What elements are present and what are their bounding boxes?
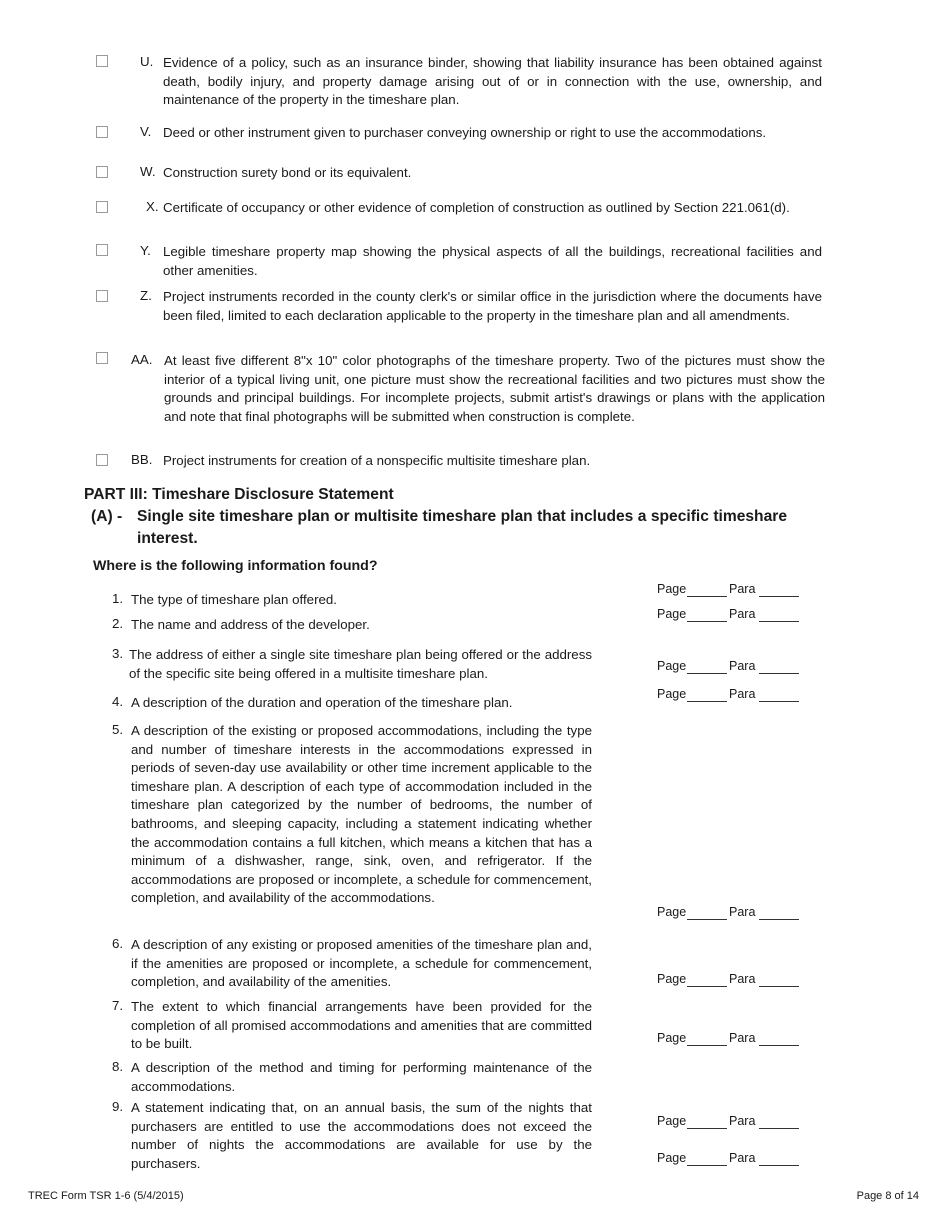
- para-blank[interactable]: [759, 919, 799, 920]
- page-label: Page: [657, 905, 687, 919]
- page-blank[interactable]: [687, 596, 727, 597]
- checklist-letter-w: W.: [140, 164, 156, 179]
- checkbox-z[interactable]: [96, 290, 108, 302]
- para-blank[interactable]: [759, 1045, 799, 1046]
- item-number-1: 1.: [112, 591, 124, 606]
- checklist-letter-x: X.: [146, 199, 159, 214]
- para-label: Para: [729, 1151, 756, 1165]
- page-label: Page: [657, 659, 687, 673]
- checklist-letter-bb: BB.: [131, 452, 153, 467]
- checkbox-u[interactable]: [96, 55, 108, 67]
- checkbox-bb[interactable]: [96, 454, 108, 466]
- checkbox-aa[interactable]: [96, 352, 108, 364]
- page-label: Page: [657, 582, 687, 596]
- part3-sub-text: Single site timeshare plan or multisite timeshare plan that includes a specific timeshare interest.: [137, 508, 787, 547]
- item-number-2: 2.: [112, 616, 124, 631]
- para-label: Para: [729, 1031, 756, 1045]
- part3-heading: PART III: Timeshare Disclosure Statement: [84, 486, 394, 503]
- para-blank[interactable]: [759, 1165, 799, 1166]
- checklist-text-aa: At least five different 8"x 10" color photographs of the timeshare property. Two of the pictures must show the interior of a typical living unit, one picture must show the recreational facilities and two pictures must show the grounds and principal buildings. For incomplete projects, submit artist's drawings or plans with the application and note that final photographs will be submitted when construction is complete.: [164, 353, 825, 424]
- item-text-2: The name and address of the developer.: [131, 617, 370, 632]
- para-blank[interactable]: [759, 701, 799, 702]
- item-number-3: 3.: [112, 646, 124, 661]
- page-label: Page: [657, 1031, 687, 1045]
- page-label: Page: [657, 687, 687, 701]
- para-label: Para: [729, 1114, 756, 1128]
- checkbox-y[interactable]: [96, 244, 108, 256]
- checklist-text-y: Legible timeshare property map showing the physical aspects of all the buildings, recreational facilities and other amenities.: [163, 244, 822, 278]
- footer-page-number: Page 8 of 14: [856, 1190, 919, 1202]
- checkbox-w[interactable]: [96, 166, 108, 178]
- para-label: Para: [729, 687, 756, 701]
- part3-sub-label: (A) -: [91, 508, 123, 525]
- checklist-letter-u: U.: [140, 54, 154, 69]
- checkbox-v[interactable]: [96, 126, 108, 138]
- checklist-text-z: Project instruments recorded in the county clerk's or similar office in the jurisdiction where the documents have been filed, limited to each declaration applicable to the property in the timeshare plan and all amendments.: [163, 289, 822, 323]
- item-text-4: A description of the duration and operation of the timeshare plan.: [131, 695, 513, 710]
- item-number-7: 7.: [112, 998, 124, 1013]
- checklist-text-w: Construction surety bond or its equivalent.: [163, 165, 412, 180]
- para-label: Para: [729, 905, 756, 919]
- checklist-letter-aa: AA.: [131, 352, 153, 367]
- checklist-letter-y: Y.: [140, 243, 151, 258]
- checkbox-x[interactable]: [96, 201, 108, 213]
- para-blank[interactable]: [759, 673, 799, 674]
- footer-form-id: TREC Form TSR 1-6 (5/4/2015): [28, 1190, 184, 1202]
- part3-subheading: [91, 506, 791, 552]
- page-blank[interactable]: [687, 673, 727, 674]
- page-blank[interactable]: [687, 1045, 727, 1046]
- para-label: Para: [729, 582, 756, 596]
- item-number-6: 6.: [112, 936, 124, 951]
- item-number-4: 4.: [112, 694, 124, 709]
- item-text-9: A statement indicating that, on an annual basis, the sum of the nights that purchasers are entitled to use the accommodations does not exceed the number of nights the accommodations are available for use by the purchasers.: [131, 1100, 592, 1171]
- page-label: Page: [657, 972, 687, 986]
- page-blank[interactable]: [687, 1128, 727, 1129]
- item-text-7: The extent to which financial arrangements have been provided for the completion of all promised accommodations and amenities that are committed to be built.: [131, 999, 592, 1052]
- page-blank[interactable]: [687, 621, 727, 622]
- para-label: Para: [729, 659, 756, 673]
- page-blank[interactable]: [687, 986, 727, 987]
- item-text-8: A description of the method and timing for performing maintenance of the accommodations.: [131, 1060, 592, 1094]
- item-text-1: The type of timeshare plan offered.: [131, 592, 337, 607]
- item-number-9: 9.: [112, 1099, 124, 1114]
- para-blank[interactable]: [759, 621, 799, 622]
- page-blank[interactable]: [687, 1165, 727, 1166]
- checklist-letter-z: Z.: [140, 288, 152, 303]
- para-blank[interactable]: [759, 596, 799, 597]
- page-blank[interactable]: [687, 919, 727, 920]
- item-text-3: The address of either a single site timeshare plan being offered or the address of the specific site being offered in a multisite timeshare plan.: [129, 647, 592, 681]
- item-text-6: A description of any existing or proposed amenities of the timeshare plan and, if the amenities are proposed or incomplete, a schedule for commencement, completion, and availability of the amenities.: [131, 937, 592, 990]
- part3-question: Where is the following information found?: [93, 558, 378, 574]
- para-blank[interactable]: [759, 1128, 799, 1129]
- item-number-5: 5.: [112, 722, 124, 737]
- checklist-letter-v: V.: [140, 124, 152, 139]
- item-text-5: A description of the existing or proposed accommodations, including the type and number of timeshare interests in the accommodations expressed in periods of seven-day use availability or other time increment applicable to the timeshare plan. A description of each type of accommodation included in the timeshare plan categorized by the number of bedrooms, the number of bathrooms, and sleeping capacity, including a statement indicating whether the accommodation contains a full kitchen, which means a kitchen that has a minimum of a dishwasher, range, sink, oven, and refrigerator. If the accommodations are proposed or incomplete, a schedule for commencement, completion, and availability of the accommodations.: [131, 723, 592, 906]
- checklist-text-x: Certificate of occupancy or other evidence of completion of construction as outlined by Section 221.061(d).: [163, 200, 790, 215]
- checklist-text-bb: Project instruments for creation of a nonspecific multisite timeshare plan.: [163, 453, 591, 468]
- page-label: Page: [657, 1151, 687, 1165]
- page-label: Page: [657, 1114, 687, 1128]
- page-label: Page: [657, 607, 687, 621]
- item-number-8: 8.: [112, 1059, 124, 1074]
- page-blank[interactable]: [687, 701, 727, 702]
- checklist-text-u: Evidence of a policy, such as an insurance binder, showing that liability insurance has been obtained against death, bodily injury, and property damage arising out of or in connection with the use, ownership, and maintenance of the property in the timeshare plan.: [163, 55, 822, 108]
- para-label: Para: [729, 972, 756, 986]
- para-blank[interactable]: [759, 986, 799, 987]
- para-label: Para: [729, 607, 756, 621]
- checklist-text-v: Deed or other instrument given to purchaser conveying ownership or right to use the accommodations.: [163, 125, 767, 140]
